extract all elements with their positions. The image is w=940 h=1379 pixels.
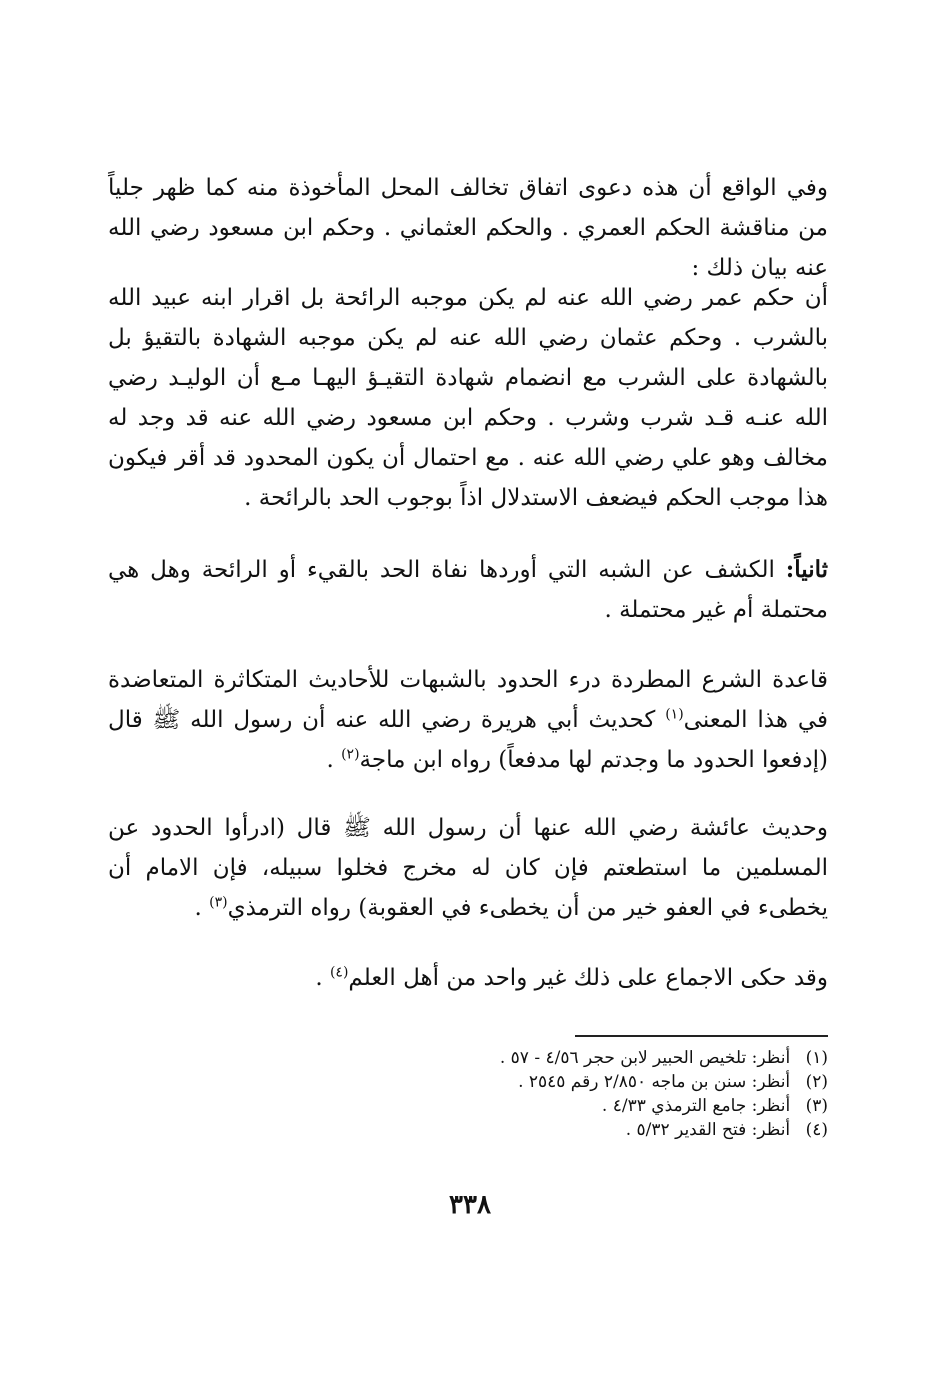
paragraph-5 [108, 808, 828, 928]
footnote-item [108, 1070, 828, 1094]
footnote-item [108, 1118, 828, 1142]
footnote-ref-2: (٢) [341, 746, 360, 763]
paragraph-2 [108, 278, 828, 518]
footnote-item [108, 1094, 828, 1118]
paragraph-1-text: وفي الواقع أن هذه دعوى اتفاق تخالف المحل المأخوذة منه كما ظهر جلياً من مناقشة الحكم العمري . والحكم العثماني . وحكم ابن مسعود رضي الله عنه بيان ذلك : [108, 175, 828, 281]
paragraph-6-text: وقد حكى الاجماع على ذلك غير واحد من أهل العلم [348, 965, 828, 991]
paragraph-1 [108, 168, 828, 288]
paragraph-6 [108, 958, 828, 998]
footnote-number: (٣) [805, 1096, 828, 1116]
paragraph-6-end: . [315, 965, 323, 991]
section-lead-label: ثانياً: [785, 556, 828, 583]
footnotes-list [108, 1046, 828, 1142]
paragraph-4 [108, 660, 828, 780]
paragraph-3-text: الكشف عن الشبه التي أوردها نفاة الحد بالقيء أو الرائحة وهل هي محتملة أم غير محتملة . [108, 557, 828, 623]
footnote-text: أنظر: سنن بن ماجه ٢/٨٥٠ رقم ٢٥٤٥ . [518, 1072, 791, 1092]
footnote-text: أنظر: تلخيص الحبير لابن حجر ٤/٥٦ - ٥٧ . [499, 1048, 791, 1068]
footnote-ref-3: (٣) [209, 894, 228, 911]
paragraph-2-text: أن حكم عمر رضي الله عنه لم يكن موجبه الرائحة بل اقرار ابنه عبيد الله بالشرب . وحكم عثمان رضي الله عنه لم يكن موجبه الشهادة بالتقيؤ بل بالشهادة على الشرب مع انضمام شهادة التقيـؤ اليهـا مـع أن الوليـد رضي الله عنـه قـد شرب وشرب . وحكم ابن مسعود رضي الله عنه قد وجد له مخالف وهو علي رضي الله عنه . مع احتمال أن يكون المحدود قد أقر فيكون هذا موجب الحكم فيضعف الاستدلال اذاً بوجوب الحد بالرائحة . [108, 285, 829, 511]
paragraph-4-text-a: قاعدة الشرع المطردة درء الحدود بالشبهات للأحاديث المتكاثرة المتعاضدة في هذا المعنى [108, 667, 828, 733]
footnote-divider [575, 1035, 828, 1037]
footnote-number: (٢) [805, 1072, 828, 1092]
footnote-number: (١) [805, 1048, 828, 1068]
footnote-item [108, 1046, 828, 1070]
paragraph-5-text: وحديث عائشة رضي الله عنها أن رسول الله ﷺ قال (ادرأوا الحدود عن المسلمين ما استطعتم فإن كان له مخرج فخلوا سبيله، فإن الامام أن يخطىء في العفو خير من أن يخطىء في العقوبة) رواه الترمذي [108, 815, 828, 921]
footnote-number: (٤) [805, 1120, 828, 1140]
paragraph-3 [108, 550, 828, 630]
paragraph-4-text-b: كحديث أبي هريرة رضي الله عنه أن رسول الله ﷺ قال (إدفعوا الحدود ما وجدتم لها مدفعاً) رواه ابن ماجة [108, 707, 828, 773]
footnote-text: أنظر: فتح القدير ٥/٣٢ . [625, 1120, 791, 1140]
footnote-text: أنظر: جامع الترمذي ٤/٣٣ . [601, 1096, 791, 1116]
page-number: ٣٣٨ [449, 1190, 491, 1220]
footnote-ref-1: (١) [665, 706, 684, 723]
paragraph-4-end: . [326, 747, 334, 773]
footnote-ref-4: (٤) [329, 964, 349, 981]
paragraph-5-end: . [194, 895, 202, 921]
